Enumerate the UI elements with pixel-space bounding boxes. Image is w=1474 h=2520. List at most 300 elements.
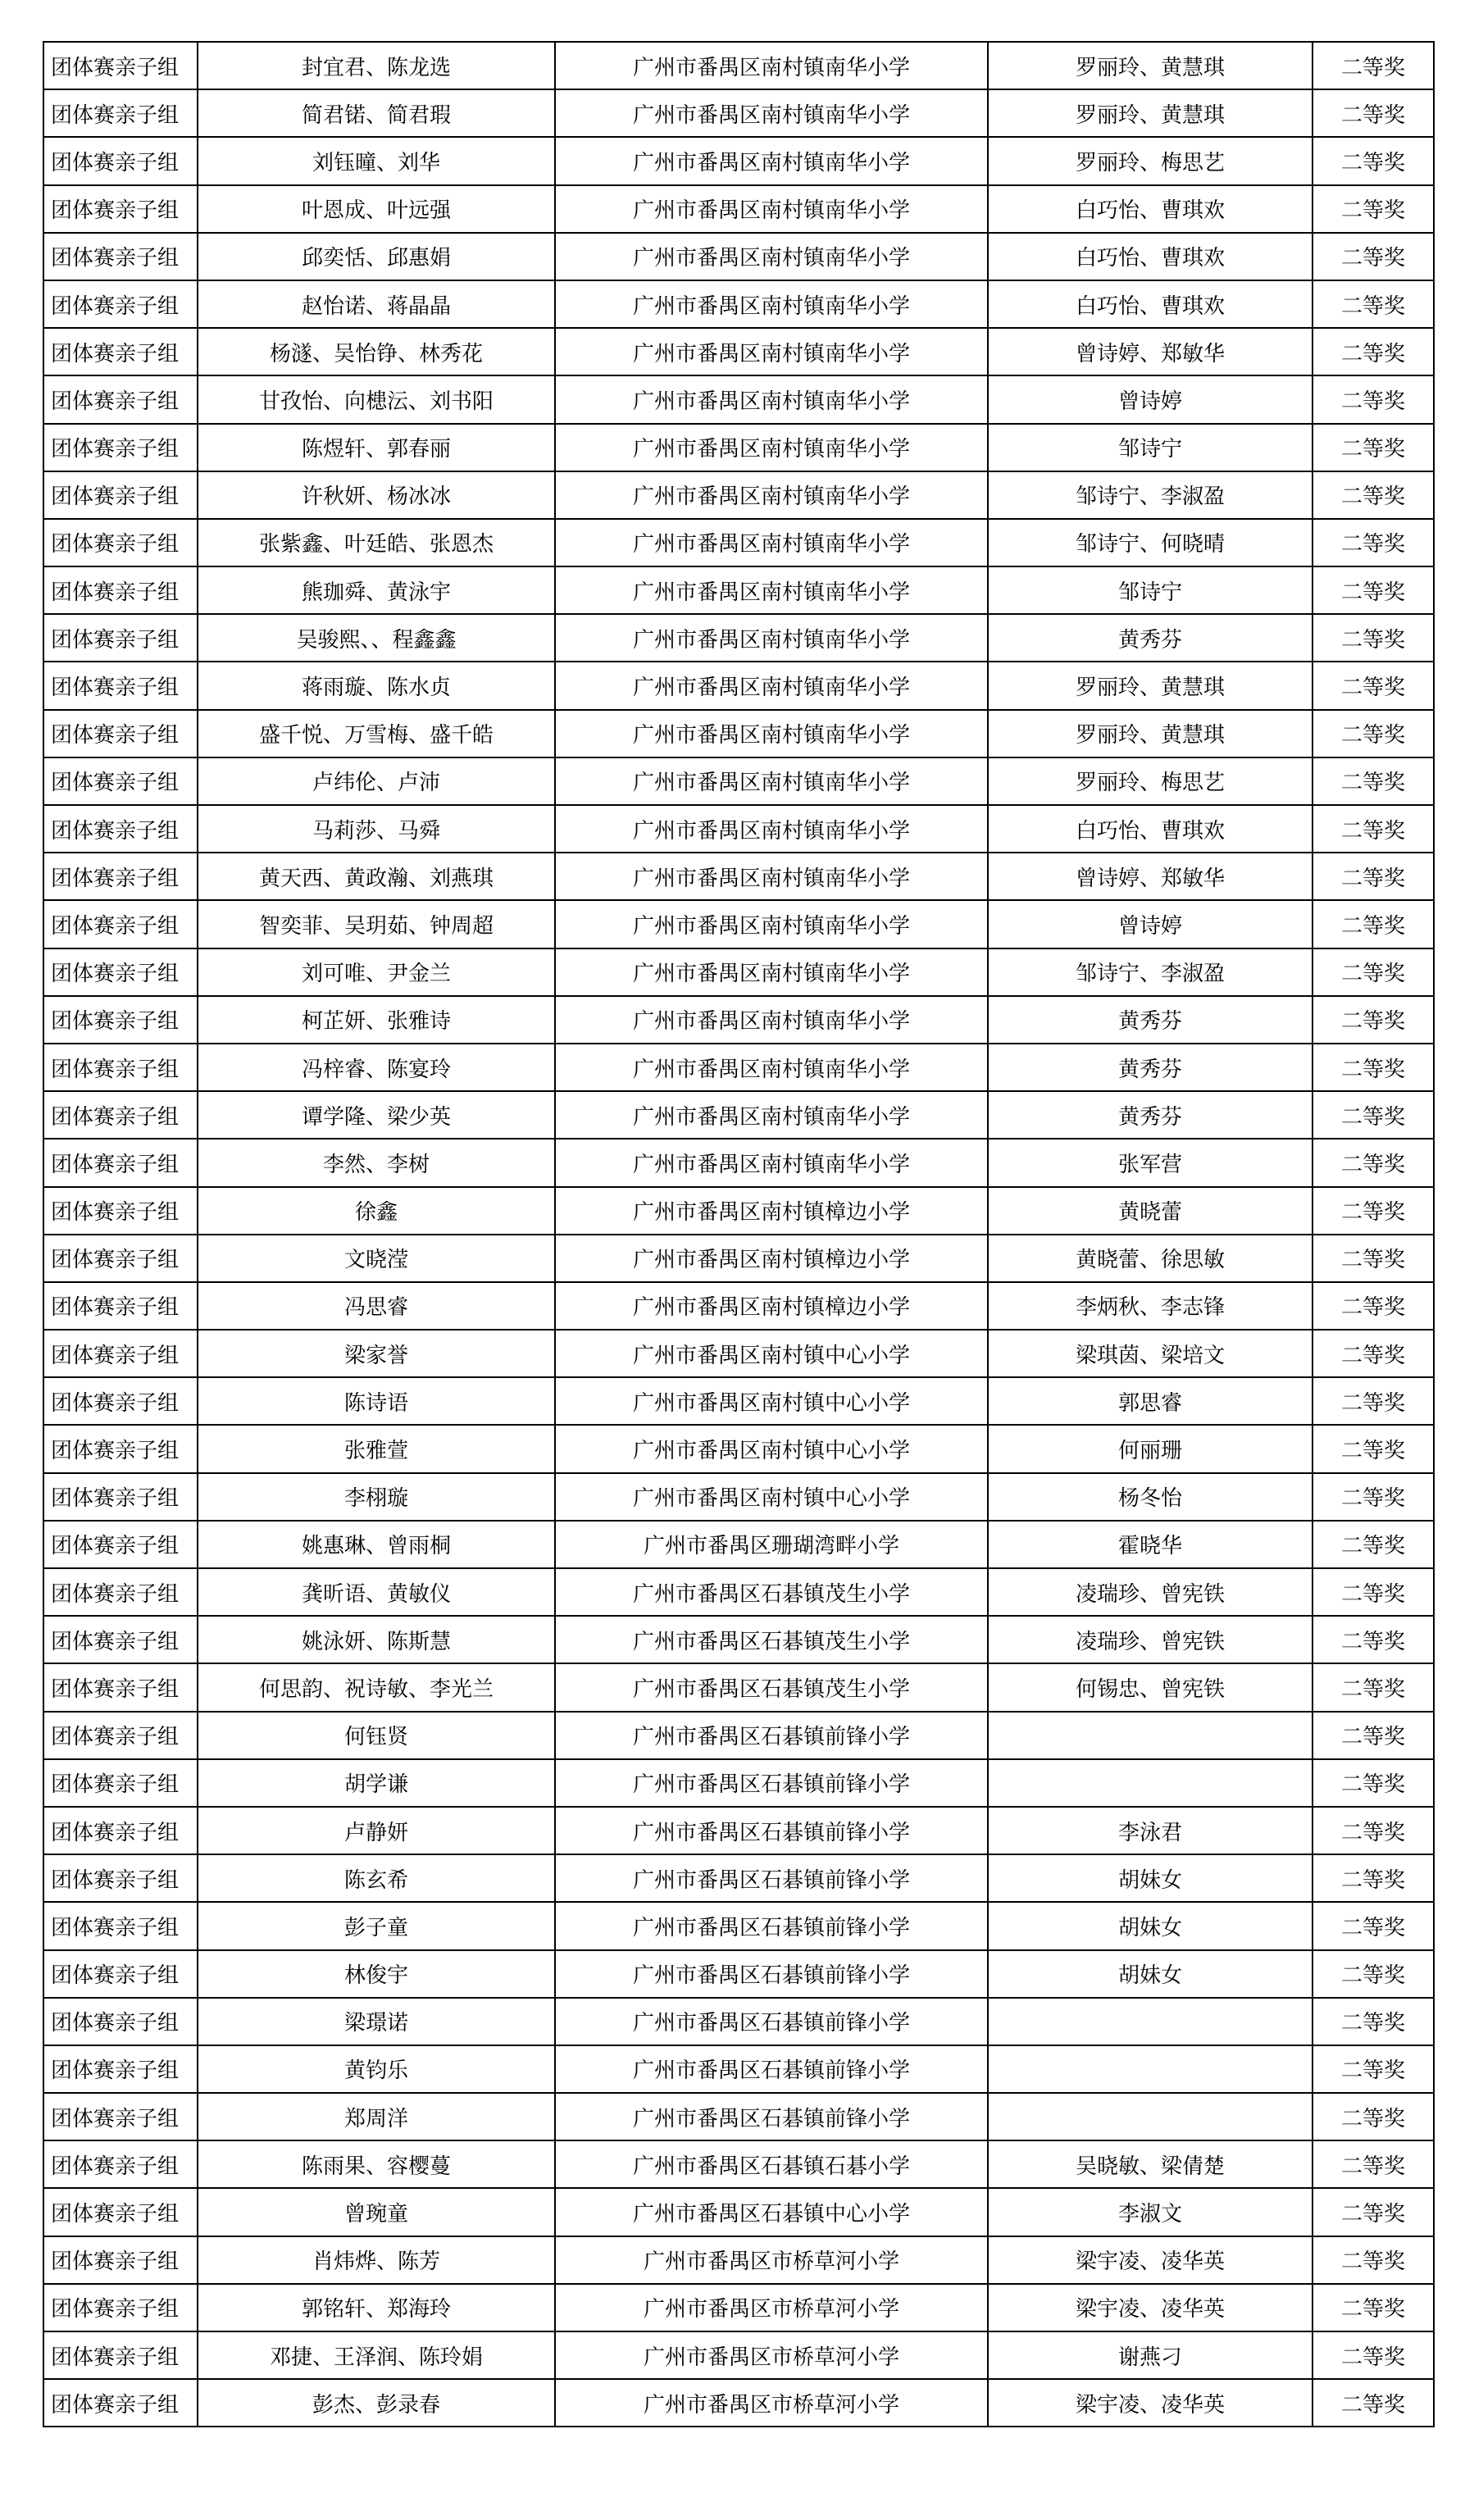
category-cell: 团体赛亲子组	[43, 1139, 198, 1186]
school-cell: 广州市番禺区南村镇南华小学	[555, 1091, 988, 1139]
table-row	[43, 853, 1434, 900]
teachers-cell: 曾诗婷、郑敏华	[988, 853, 1312, 900]
participants-cell: 赵怡诺、蒋晶晶	[198, 280, 555, 328]
award-cell: 二等奖	[1312, 1282, 1434, 1330]
teachers-cell: 梁宇凌、凌华英	[988, 2284, 1312, 2331]
teachers-cell: 何丽珊	[988, 1425, 1312, 1472]
table-row	[43, 1759, 1434, 1807]
school-cell: 广州市番禺区市桥草河小学	[555, 2284, 988, 2331]
category-cell: 团体赛亲子组	[43, 2284, 198, 2331]
school-cell: 广州市番禺区石碁镇前锋小学	[555, 2045, 988, 2093]
school-cell: 广州市番禺区南村镇南华小学	[555, 996, 988, 1044]
award-cell: 二等奖	[1312, 1998, 1434, 2045]
participants-cell: 邓捷、王泽润、陈玲娟	[198, 2331, 555, 2379]
table-row	[43, 2284, 1434, 2331]
school-cell: 广州市番禺区南村镇南华小学	[555, 280, 988, 328]
teachers-cell: 胡妹女	[988, 1902, 1312, 1949]
participants-cell: 胡学谦	[198, 1759, 555, 1807]
school-cell: 广州市番禺区南村镇南华小学	[555, 805, 988, 853]
participants-cell: 黄钧乐	[198, 2045, 555, 2093]
school-cell: 广州市番禺区南村镇南华小学	[555, 566, 988, 614]
category-cell: 团体赛亲子组	[43, 1425, 198, 1472]
school-cell: 广州市番禺区南村镇南华小学	[555, 710, 988, 757]
award-cell: 二等奖	[1312, 2236, 1434, 2284]
school-cell: 广州市番禺区南村镇中心小学	[555, 1473, 988, 1521]
table-row	[43, 137, 1434, 184]
school-cell: 广州市番禺区南村镇南华小学	[555, 948, 988, 996]
school-cell: 广州市番禺区南村镇南华小学	[555, 1044, 988, 1091]
award-cell: 二等奖	[1312, 1902, 1434, 1949]
table-row	[43, 1235, 1434, 1282]
award-cell: 二等奖	[1312, 1330, 1434, 1377]
teachers-cell: 罗丽玲、黄慧琪	[988, 710, 1312, 757]
school-cell: 广州市番禺区南村镇南华小学	[555, 185, 988, 233]
teachers-cell: 罗丽玲、梅思艺	[988, 137, 1312, 184]
school-cell: 广州市番禺区石碁镇前锋小学	[555, 1807, 988, 1854]
school-cell: 广州市番禺区石碁镇茂生小学	[555, 1568, 988, 1616]
participants-cell: 刘钰曈、刘华	[198, 137, 555, 184]
award-cell: 二等奖	[1312, 1521, 1434, 1568]
school-cell: 广州市番禺区南村镇南华小学	[555, 1139, 988, 1186]
school-cell: 广州市番禺区南村镇南华小学	[555, 662, 988, 709]
participants-cell: 曾琬童	[198, 2188, 555, 2236]
table-row	[43, 1044, 1434, 1091]
teachers-cell: 凌瑞珍、曾宪铁	[988, 1616, 1312, 1663]
table-row	[43, 1282, 1434, 1330]
participants-cell: 吴骏熙、、程鑫鑫	[198, 614, 555, 662]
table-row	[43, 1473, 1434, 1521]
category-cell: 团体赛亲子组	[43, 1473, 198, 1521]
award-cell: 二等奖	[1312, 233, 1434, 280]
category-cell: 团体赛亲子组	[43, 2045, 198, 2093]
award-table	[43, 41, 1435, 2427]
category-cell: 团体赛亲子组	[43, 519, 198, 566]
award-cell: 二等奖	[1312, 948, 1434, 996]
participants-cell: 冯梓睿、陈宴玲	[198, 1044, 555, 1091]
school-cell: 广州市番禺区石碁镇茂生小学	[555, 1616, 988, 1663]
award-cell: 二等奖	[1312, 1473, 1434, 1521]
participants-cell: 杨澻、吴怡铮、林秀花	[198, 328, 555, 375]
teachers-cell	[988, 2045, 1312, 2093]
participants-cell: 郑周洋	[198, 2093, 555, 2140]
category-cell: 团体赛亲子组	[43, 42, 198, 89]
teachers-cell: 曾诗婷、郑敏华	[988, 328, 1312, 375]
category-cell: 团体赛亲子组	[43, 1187, 198, 1235]
teachers-cell: 白巧怡、曹琪欢	[988, 280, 1312, 328]
school-cell: 广州市番禺区石碁镇前锋小学	[555, 2093, 988, 2140]
award-cell: 二等奖	[1312, 614, 1434, 662]
award-table-body	[43, 42, 1434, 2427]
award-cell: 二等奖	[1312, 185, 1434, 233]
award-cell: 二等奖	[1312, 2045, 1434, 2093]
teachers-cell: 罗丽玲、梅思艺	[988, 757, 1312, 805]
teachers-cell: 凌瑞珍、曾宪铁	[988, 1568, 1312, 1616]
category-cell: 团体赛亲子组	[43, 1807, 198, 1854]
participants-cell: 彭杰、彭录春	[198, 2379, 555, 2427]
table-row	[43, 1616, 1434, 1663]
teachers-cell: 邹诗宁、李淑盈	[988, 471, 1312, 519]
school-cell: 广州市番禺区石碁镇前锋小学	[555, 1712, 988, 1759]
award-cell: 二等奖	[1312, 471, 1434, 519]
category-cell: 团体赛亲子组	[43, 1521, 198, 1568]
school-cell: 广州市番禺区南村镇南华小学	[555, 853, 988, 900]
award-cell: 二等奖	[1312, 1568, 1434, 1616]
school-cell: 广州市番禺区南村镇中心小学	[555, 1377, 988, 1425]
table-row	[43, 1425, 1434, 1472]
school-cell: 广州市番禺区石碁镇前锋小学	[555, 1998, 988, 2045]
teachers-cell	[988, 1712, 1312, 1759]
teachers-cell	[988, 2093, 1312, 2140]
category-cell: 团体赛亲子组	[43, 2140, 198, 2188]
school-cell: 广州市番禺区南村镇南华小学	[555, 900, 988, 948]
participants-cell: 叶恩成、叶远强	[198, 185, 555, 233]
school-cell: 广州市番禺区南村镇南华小学	[555, 328, 988, 375]
table-row	[43, 1568, 1434, 1616]
award-cell: 二等奖	[1312, 996, 1434, 1044]
table-row	[43, 1902, 1434, 1949]
table-row	[43, 519, 1434, 566]
school-cell: 广州市番禺区南村镇南华小学	[555, 424, 988, 471]
school-cell: 广州市番禺区市桥草河小学	[555, 2379, 988, 2427]
teachers-cell: 曾诗婷	[988, 375, 1312, 423]
category-cell: 团体赛亲子组	[43, 1044, 198, 1091]
award-cell: 二等奖	[1312, 2188, 1434, 2236]
award-cell: 二等奖	[1312, 2140, 1434, 2188]
award-cell: 二等奖	[1312, 805, 1434, 853]
award-cell: 二等奖	[1312, 424, 1434, 471]
table-row	[43, 89, 1434, 137]
participants-cell: 梁家誉	[198, 1330, 555, 1377]
category-cell: 团体赛亲子组	[43, 1712, 198, 1759]
table-row	[43, 1377, 1434, 1425]
teachers-cell: 邹诗宁	[988, 424, 1312, 471]
award-cell: 二等奖	[1312, 1044, 1434, 1091]
category-cell: 团体赛亲子组	[43, 1616, 198, 1663]
school-cell: 广州市番禺区石碁镇前锋小学	[555, 1854, 988, 1902]
participants-cell: 姚惠琳、曾雨桐	[198, 1521, 555, 1568]
category-cell: 团体赛亲子组	[43, 1568, 198, 1616]
participants-cell: 马莉莎、马舜	[198, 805, 555, 853]
category-cell: 团体赛亲子组	[43, 1663, 198, 1711]
category-cell: 团体赛亲子组	[43, 328, 198, 375]
teachers-cell	[988, 1759, 1312, 1807]
category-cell: 团体赛亲子组	[43, 662, 198, 709]
school-cell: 广州市番禺区石碁镇前锋小学	[555, 1902, 988, 1949]
participants-cell: 张紫鑫、叶廷皓、张恩杰	[198, 519, 555, 566]
teachers-cell: 邹诗宁、何晓晴	[988, 519, 1312, 566]
table-row	[43, 805, 1434, 853]
teachers-cell: 罗丽玲、黄慧琪	[988, 662, 1312, 709]
teachers-cell: 黄晓蕾、徐思敏	[988, 1235, 1312, 1282]
award-cell: 二等奖	[1312, 710, 1434, 757]
participants-cell: 张雅萱	[198, 1425, 555, 1472]
teachers-cell: 梁宇凌、凌华英	[988, 2379, 1312, 2427]
award-cell: 二等奖	[1312, 1807, 1434, 1854]
teachers-cell: 杨冬怡	[988, 1473, 1312, 1521]
table-row	[43, 710, 1434, 757]
category-cell: 团体赛亲子组	[43, 757, 198, 805]
participants-cell: 封宜君、陈龙选	[198, 42, 555, 89]
participants-cell: 熊珈舜、黄泳宇	[198, 566, 555, 614]
award-cell: 二等奖	[1312, 757, 1434, 805]
school-cell: 广州市番禺区南村镇南华小学	[555, 757, 988, 805]
award-cell: 二等奖	[1312, 900, 1434, 948]
category-cell: 团体赛亲子组	[43, 424, 198, 471]
participants-cell: 邱奕恬、邱惠娟	[198, 233, 555, 280]
school-cell: 广州市番禺区南村镇南华小学	[555, 375, 988, 423]
category-cell: 团体赛亲子组	[43, 2236, 198, 2284]
participants-cell: 智奕菲、吴玥茹、钟周超	[198, 900, 555, 948]
award-cell: 二等奖	[1312, 2331, 1434, 2379]
table-row	[43, 757, 1434, 805]
award-cell: 二等奖	[1312, 280, 1434, 328]
teachers-cell: 白巧怡、曹琪欢	[988, 185, 1312, 233]
award-cell: 二等奖	[1312, 1950, 1434, 1998]
teachers-cell: 李淑文	[988, 2188, 1312, 2236]
school-cell: 广州市番禺区南村镇樟边小学	[555, 1282, 988, 1330]
participants-cell: 柯芷妍、张雅诗	[198, 996, 555, 1044]
award-cell: 二等奖	[1312, 1425, 1434, 1472]
category-cell: 团体赛亲子组	[43, 1282, 198, 1330]
category-cell: 团体赛亲子组	[43, 2331, 198, 2379]
school-cell: 广州市番禺区石碁镇前锋小学	[555, 1950, 988, 1998]
category-cell: 团体赛亲子组	[43, 185, 198, 233]
teachers-cell: 黄晓蕾	[988, 1187, 1312, 1235]
teachers-cell: 何锡忠、曾宪铁	[988, 1663, 1312, 1711]
table-row	[43, 2188, 1434, 2236]
award-cell: 二等奖	[1312, 519, 1434, 566]
participants-cell: 肖炜烨、陈芳	[198, 2236, 555, 2284]
award-cell: 二等奖	[1312, 1759, 1434, 1807]
category-cell: 团体赛亲子组	[43, 1902, 198, 1949]
table-row	[43, 42, 1434, 89]
table-row	[43, 1330, 1434, 1377]
participants-cell: 卢纬伦、卢沛	[198, 757, 555, 805]
award-cell: 二等奖	[1312, 1235, 1434, 1282]
school-cell: 广州市番禺区南村镇樟边小学	[555, 1235, 988, 1282]
participants-cell: 何钰贤	[198, 1712, 555, 1759]
teachers-cell: 黄秀芬	[988, 1044, 1312, 1091]
school-cell: 广州市番禺区南村镇南华小学	[555, 471, 988, 519]
category-cell: 团体赛亲子组	[43, 471, 198, 519]
participants-cell: 陈诗语	[198, 1377, 555, 1425]
category-cell: 团体赛亲子组	[43, 1854, 198, 1902]
table-row	[43, 1663, 1434, 1711]
table-row	[43, 1950, 1434, 1998]
table-row	[43, 471, 1434, 519]
category-cell: 团体赛亲子组	[43, 1330, 198, 1377]
award-cell: 二等奖	[1312, 1187, 1434, 1235]
award-cell: 二等奖	[1312, 2379, 1434, 2427]
participants-cell: 蒋雨璇、陈水贞	[198, 662, 555, 709]
teachers-cell: 白巧怡、曹琪欢	[988, 233, 1312, 280]
teachers-cell: 曾诗婷	[988, 900, 1312, 948]
award-cell: 二等奖	[1312, 42, 1434, 89]
participants-cell: 卢静妍	[198, 1807, 555, 1854]
participants-cell: 盛千悦、万雪梅、盛千皓	[198, 710, 555, 757]
table-row	[43, 1187, 1434, 1235]
award-cell: 二等奖	[1312, 2093, 1434, 2140]
table-row	[43, 1139, 1434, 1186]
teachers-cell: 胡妹女	[988, 1950, 1312, 1998]
school-cell: 广州市番禺区石碁镇中心小学	[555, 2188, 988, 2236]
participants-cell: 姚泳妍、陈斯慧	[198, 1616, 555, 1663]
teachers-cell: 李炳秋、李志锋	[988, 1282, 1312, 1330]
teachers-cell: 黄秀芬	[988, 996, 1312, 1044]
table-row	[43, 2093, 1434, 2140]
award-cell: 二等奖	[1312, 89, 1434, 137]
school-cell: 广州市番禺区南村镇南华小学	[555, 614, 988, 662]
table-row	[43, 2236, 1434, 2284]
table-row	[43, 328, 1434, 375]
participants-cell: 林俊宇	[198, 1950, 555, 1998]
award-cell: 二等奖	[1312, 1377, 1434, 1425]
teachers-cell: 霍晓华	[988, 1521, 1312, 1568]
participants-cell: 李然、李树	[198, 1139, 555, 1186]
award-cell: 二等奖	[1312, 137, 1434, 184]
category-cell: 团体赛亲子组	[43, 375, 198, 423]
teachers-cell: 谢燕刁	[988, 2331, 1312, 2379]
award-cell: 二等奖	[1312, 328, 1434, 375]
teachers-cell	[988, 1998, 1312, 2045]
school-cell: 广州市番禺区南村镇中心小学	[555, 1330, 988, 1377]
award-cell: 二等奖	[1312, 1854, 1434, 1902]
participants-cell: 许秋妍、杨冰冰	[198, 471, 555, 519]
school-cell: 广州市番禺区珊瑚湾畔小学	[555, 1521, 988, 1568]
teachers-cell: 张军营	[988, 1139, 1312, 1186]
participants-cell: 何思韵、祝诗敏、李光兰	[198, 1663, 555, 1711]
table-row	[43, 566, 1434, 614]
teachers-cell: 李泳君	[988, 1807, 1312, 1854]
school-cell: 广州市番禺区南村镇南华小学	[555, 42, 988, 89]
school-cell: 广州市番禺区石碁镇茂生小学	[555, 1663, 988, 1711]
table-row	[43, 614, 1434, 662]
category-cell: 团体赛亲子组	[43, 2188, 198, 2236]
table-row	[43, 996, 1434, 1044]
school-cell: 广州市番禺区南村镇樟边小学	[555, 1187, 988, 1235]
category-cell: 团体赛亲子组	[43, 2379, 198, 2427]
table-row	[43, 900, 1434, 948]
participants-cell: 徐鑫	[198, 1187, 555, 1235]
participants-cell: 梁璟诺	[198, 1998, 555, 2045]
table-row	[43, 1854, 1434, 1902]
teachers-cell: 罗丽玲、黄慧琪	[988, 89, 1312, 137]
category-cell: 团体赛亲子组	[43, 89, 198, 137]
teachers-cell: 白巧怡、曹琪欢	[988, 805, 1312, 853]
school-cell: 广州市番禺区市桥草河小学	[555, 2331, 988, 2379]
table-row	[43, 1807, 1434, 1854]
category-cell: 团体赛亲子组	[43, 853, 198, 900]
award-cell: 二等奖	[1312, 1663, 1434, 1711]
school-cell: 广州市番禺区南村镇南华小学	[555, 519, 988, 566]
table-row	[43, 233, 1434, 280]
award-list-page	[43, 41, 1433, 2427]
award-cell: 二等奖	[1312, 1616, 1434, 1663]
participants-cell: 郭铭轩、郑海玲	[198, 2284, 555, 2331]
award-cell: 二等奖	[1312, 566, 1434, 614]
participants-cell: 李栩璇	[198, 1473, 555, 1521]
table-row	[43, 2140, 1434, 2188]
table-row	[43, 2379, 1434, 2427]
category-cell: 团体赛亲子组	[43, 996, 198, 1044]
table-row	[43, 948, 1434, 996]
table-row	[43, 185, 1434, 233]
teachers-cell: 胡妹女	[988, 1854, 1312, 1902]
participants-cell: 文晓滢	[198, 1235, 555, 1282]
participants-cell: 谭学隆、梁少英	[198, 1091, 555, 1139]
participants-cell: 陈雨果、容樱蔓	[198, 2140, 555, 2188]
award-cell: 二等奖	[1312, 1091, 1434, 1139]
participants-cell: 彭子童	[198, 1902, 555, 1949]
award-cell: 二等奖	[1312, 375, 1434, 423]
teachers-cell: 黄秀芬	[988, 614, 1312, 662]
table-row	[43, 1521, 1434, 1568]
category-cell: 团体赛亲子组	[43, 614, 198, 662]
category-cell: 团体赛亲子组	[43, 2093, 198, 2140]
school-cell: 广州市番禺区市桥草河小学	[555, 2236, 988, 2284]
category-cell: 团体赛亲子组	[43, 1235, 198, 1282]
award-cell: 二等奖	[1312, 853, 1434, 900]
school-cell: 广州市番禺区南村镇南华小学	[555, 233, 988, 280]
school-cell: 广州市番禺区石碁镇前锋小学	[555, 1759, 988, 1807]
participants-cell: 黄天西、黄政瀚、刘燕琪	[198, 853, 555, 900]
category-cell: 团体赛亲子组	[43, 948, 198, 996]
category-cell: 团体赛亲子组	[43, 233, 198, 280]
school-cell: 广州市番禺区南村镇中心小学	[555, 1425, 988, 1472]
participants-cell: 陈玄希	[198, 1854, 555, 1902]
school-cell: 广州市番禺区南村镇南华小学	[555, 89, 988, 137]
teachers-cell: 黄秀芬	[988, 1091, 1312, 1139]
participants-cell: 陈煜轩、郭春丽	[198, 424, 555, 471]
table-row	[43, 2331, 1434, 2379]
table-row	[43, 2045, 1434, 2093]
teachers-cell: 郭思睿	[988, 1377, 1312, 1425]
award-cell: 二等奖	[1312, 662, 1434, 709]
category-cell: 团体赛亲子组	[43, 1759, 198, 1807]
participants-cell: 龚昕语、黄敏仪	[198, 1568, 555, 1616]
category-cell: 团体赛亲子组	[43, 900, 198, 948]
table-row	[43, 375, 1434, 423]
category-cell: 团体赛亲子组	[43, 1950, 198, 1998]
participants-cell: 刘可唯、尹金兰	[198, 948, 555, 996]
teachers-cell: 吴晓敏、梁倩楚	[988, 2140, 1312, 2188]
table-row	[43, 1091, 1434, 1139]
teachers-cell: 邹诗宁、李淑盈	[988, 948, 1312, 996]
table-row	[43, 1998, 1434, 2045]
award-cell: 二等奖	[1312, 2284, 1434, 2331]
category-cell: 团体赛亲子组	[43, 137, 198, 184]
table-row	[43, 662, 1434, 709]
category-cell: 团体赛亲子组	[43, 805, 198, 853]
category-cell: 团体赛亲子组	[43, 710, 198, 757]
category-cell: 团体赛亲子组	[43, 566, 198, 614]
teachers-cell: 罗丽玲、黄慧琪	[988, 42, 1312, 89]
category-cell: 团体赛亲子组	[43, 280, 198, 328]
category-cell: 团体赛亲子组	[43, 1998, 198, 2045]
school-cell: 广州市番禺区石碁镇石碁小学	[555, 2140, 988, 2188]
teachers-cell: 梁琪茵、梁培文	[988, 1330, 1312, 1377]
table-row	[43, 1712, 1434, 1759]
award-cell: 二等奖	[1312, 1139, 1434, 1186]
table-row	[43, 424, 1434, 471]
teachers-cell: 梁宇凌、凌华英	[988, 2236, 1312, 2284]
category-cell: 团体赛亲子组	[43, 1377, 198, 1425]
school-cell: 广州市番禺区南村镇南华小学	[555, 137, 988, 184]
category-cell: 团体赛亲子组	[43, 1091, 198, 1139]
teachers-cell: 邹诗宁	[988, 566, 1312, 614]
participants-cell: 冯思睿	[198, 1282, 555, 1330]
participants-cell: 简君锘、简君瑕	[198, 89, 555, 137]
